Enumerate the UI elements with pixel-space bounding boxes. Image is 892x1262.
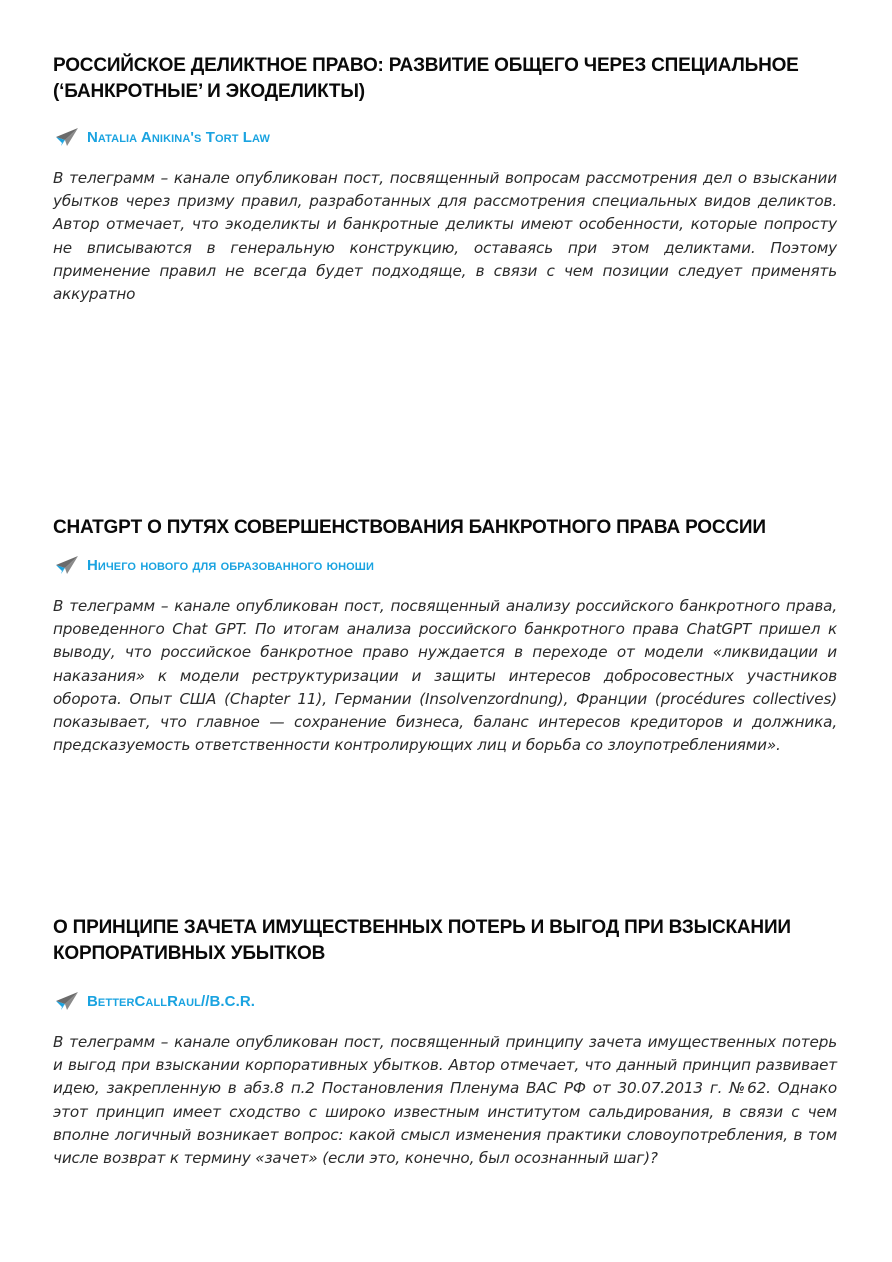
article-offset-principle [53, 915, 837, 1170]
source-link-telegram-channel[interactable]: Natalia Anikina's Tort Law [87, 128, 270, 146]
article-chatgpt-bankruptcy [53, 515, 837, 757]
article-source [53, 553, 837, 577]
source-link-telegram-channel[interactable]: Ничего нового для образованного юноши [87, 556, 374, 574]
article-source [53, 989, 837, 1013]
article-body: В телеграмм – канале опубликован пост, посвященный анализу российского банкротного права, проведенного Chat GPT. По итогам анализа российского банкротного права ChatGPT пришел к выводу, что российское банкротное право нуждается в переходе от модели «ликвидации и наказания» к модели реструктуризации и защиты интересов добросовестных участников оборота. Опыт США (Chapter 11), Германии (Insolvenzordnung), Франции (procédures collectives) показывает, что главное — сохранение бизнеса, баланс интересов кредиторов и должника, предсказуемость ответственности контролирующих лиц и борьба со злоупотреблениями». [53, 597, 837, 755]
telegram-paper-plane-icon [55, 555, 79, 575]
article-headline: О ПРИНЦИПЕ ЗАЧЕТА ИМУЩЕСТВЕННЫХ ПОТЕРЬ И ВЫГОД ПРИ ВЗЫСКАНИИ КОРПОРАТИВНЫХ УБЫТКОВ [53, 917, 791, 964]
article-headline: CHATGPT О ПУТЯХ СОВЕРШЕНСТВОВАНИЯ БАНКРОТНОГО ПРАВА РОССИИ [53, 517, 766, 538]
telegram-paper-plane-icon [55, 127, 79, 147]
article-body: В телеграмм – канале опубликован пост, посвященный принципу зачета имущественных потерь и выгод при взыскании корпоративных убытков. Автор отмечает, что данный принцип развивает идею, закрепленную в абз.8 п.2 Постановления Пленума ВАС РФ от 30.07.2013 г. №62. Однако этот принцип имеет сходство с широко известным институтом сальдирования, в связи с чем вполне логичный возникает вопрос: какой смысл изменения практики словоупотребления, в том числе возврат к термину «зачет» (если это, конечно, был осознанный шаг)? [53, 1033, 837, 1168]
article-source [53, 125, 837, 149]
telegram-paper-plane-icon [55, 991, 79, 1011]
article-tort-law [53, 53, 837, 306]
source-link-telegram-channel[interactable]: BetterCallRaul//B.C.R. [87, 992, 256, 1010]
article-headline: РОССИЙСКОЕ ДЕЛИКТНОЕ ПРАВО: РАЗВИТИЕ ОБЩЕГО ЧЕРЕЗ СПЕЦИАЛЬНОЕ (‘БАНКРОТНЫЕ’ И ЭКОДЕЛИКТЫ) [53, 55, 799, 102]
article-body: В телеграмм – канале опубликован пост, посвященный вопросам рассмотрения дел о взыскании убытков через призму правил, разработанных для рассмотрения специальных видов деликтов. Автор отмечает, что экоделикты и банкротные деликты имеют особенности, которые попросту не вписываются в генеральную конструкцию, оставаясь при этом деликтами. Поэтому применение правил не всегда будет подходяще, в связи с чем позиции следует применять аккуратно [53, 169, 837, 304]
